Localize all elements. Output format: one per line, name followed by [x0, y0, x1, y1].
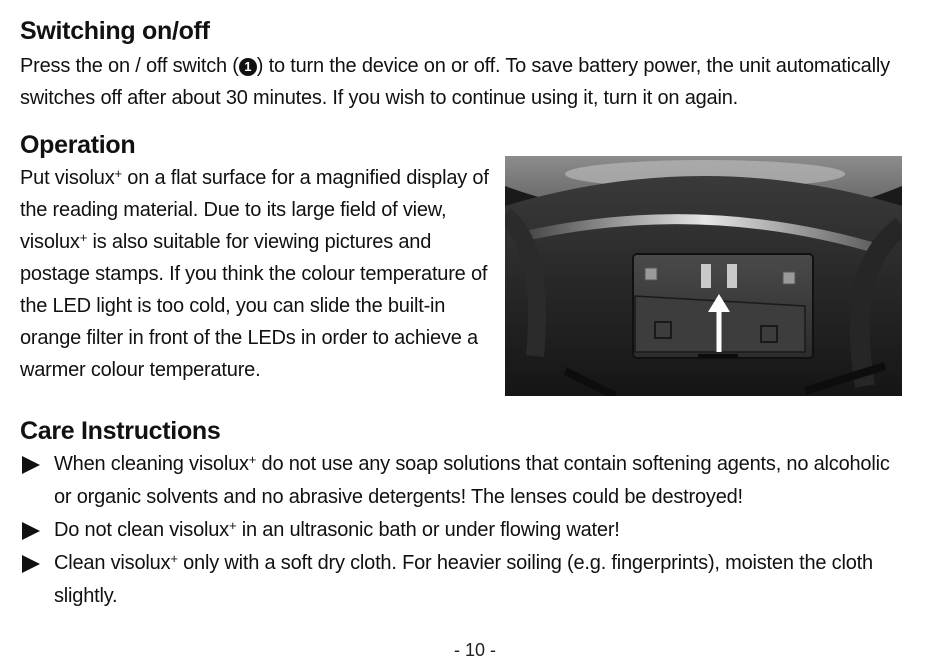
bullet-triangle-icon	[22, 555, 40, 573]
operation-text-1: Put visolux	[20, 167, 115, 189]
care-item	[20, 514, 910, 547]
care-heading: Care Instructions	[20, 417, 221, 445]
led-right	[727, 264, 737, 288]
device-filter-photo	[505, 156, 902, 396]
operation-section	[20, 162, 910, 408]
page-number: - 10 -	[453, 640, 496, 660]
operation-heading: Operation	[20, 131, 136, 159]
care-list	[20, 448, 910, 613]
superscript-plus: +	[170, 551, 178, 566]
superscript-plus: +	[229, 518, 237, 533]
superscript-plus: +	[79, 230, 88, 245]
bullet-triangle-icon	[22, 522, 40, 540]
switching-heading: Switching on/off	[20, 17, 210, 45]
care-item-text: in an ultrasonic bath or under flowing water!	[236, 519, 620, 541]
switching-text-end: ) to turn the device on or off. To save battery power, the unit automatically switches off after about 30 minutes. If you wish to continue using it, turn it on again.	[20, 55, 890, 109]
care-item	[20, 448, 910, 514]
care-item	[20, 547, 910, 613]
operation-text-2: on a flat surface for a magnified display of the reading material. Due to its large field of view, visolux	[20, 167, 489, 253]
care-item-text: Do not clean visolux	[54, 519, 229, 541]
operation-text-3: is also suitable for viewing pictures and postage stamps. If you think the colour temperature of the LED light is too cold, you can slide the built-in orange filter in front of the LEDs in order to achieve a warmer colour temperature.	[20, 231, 488, 381]
operation-paragraph	[20, 162, 495, 386]
led-left	[701, 264, 711, 288]
switching-text-start: Press the on / off switch (	[20, 55, 239, 77]
filter-slider-illustration	[505, 156, 902, 396]
manual-page	[20, 14, 910, 613]
switch-marker-icon: 1	[239, 58, 257, 76]
care-item-text: do not use any soap solutions that contain softening agents, no alcoholic or organic solvents and no abrasive detergents! The lenses could be destroyed!	[54, 453, 890, 508]
superscript-plus: +	[114, 166, 122, 181]
care-item-text: When cleaning visolux	[54, 453, 249, 475]
care-item-text: only with a soft dry cloth. For heavier soiling (e.g. fingerprints), moisten the cloth slightly.	[54, 552, 873, 607]
care-item-text: Clean visolux	[54, 552, 171, 574]
bullet-triangle-icon	[22, 456, 40, 474]
switching-paragraph	[20, 50, 910, 114]
superscript-plus: +	[248, 452, 257, 467]
